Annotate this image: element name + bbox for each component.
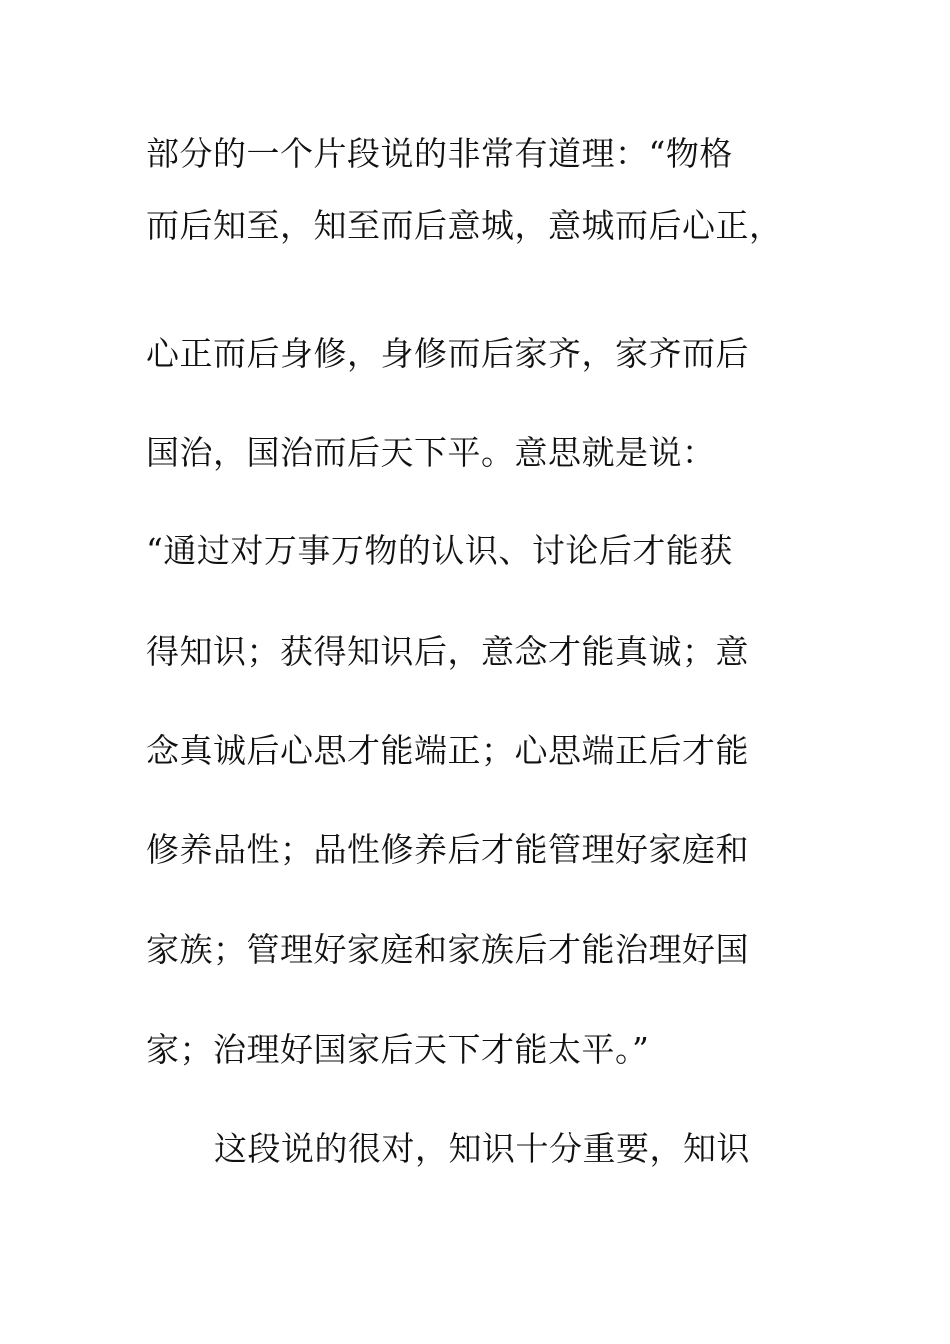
text-line-7: 念真诚后心思才能端正；心思端正后才能 <box>146 731 749 770</box>
text-line-1: 部分的一个片段说的非常有道理：“物格 <box>146 134 733 173</box>
text-line-2: 而后知至，知至而后意城，意城而后心正， <box>146 206 783 245</box>
paragraph-start-line: 这段说的很对，知识十分重要，知识 <box>214 1129 750 1168</box>
text-line-10: 家；治理好国家后天下才能太平。” <box>146 1030 650 1069</box>
text-line-8: 修养品性；品性修养后才能管理好家庭和 <box>146 830 749 869</box>
text-line-3: 心正而后身修，身修而后家齐，家齐而后 <box>146 334 749 373</box>
text-line-5: “通过对万事万物的认识、讨论后才能获 <box>146 531 733 570</box>
text-line-4: 国治，国治而后天下平。意思就是说： <box>146 433 716 472</box>
text-line-9: 家族；管理好家庭和家族后才能治理好国 <box>146 930 749 969</box>
text-line-6: 得知识；获得知识后，意念才能真诚；意 <box>146 632 749 671</box>
